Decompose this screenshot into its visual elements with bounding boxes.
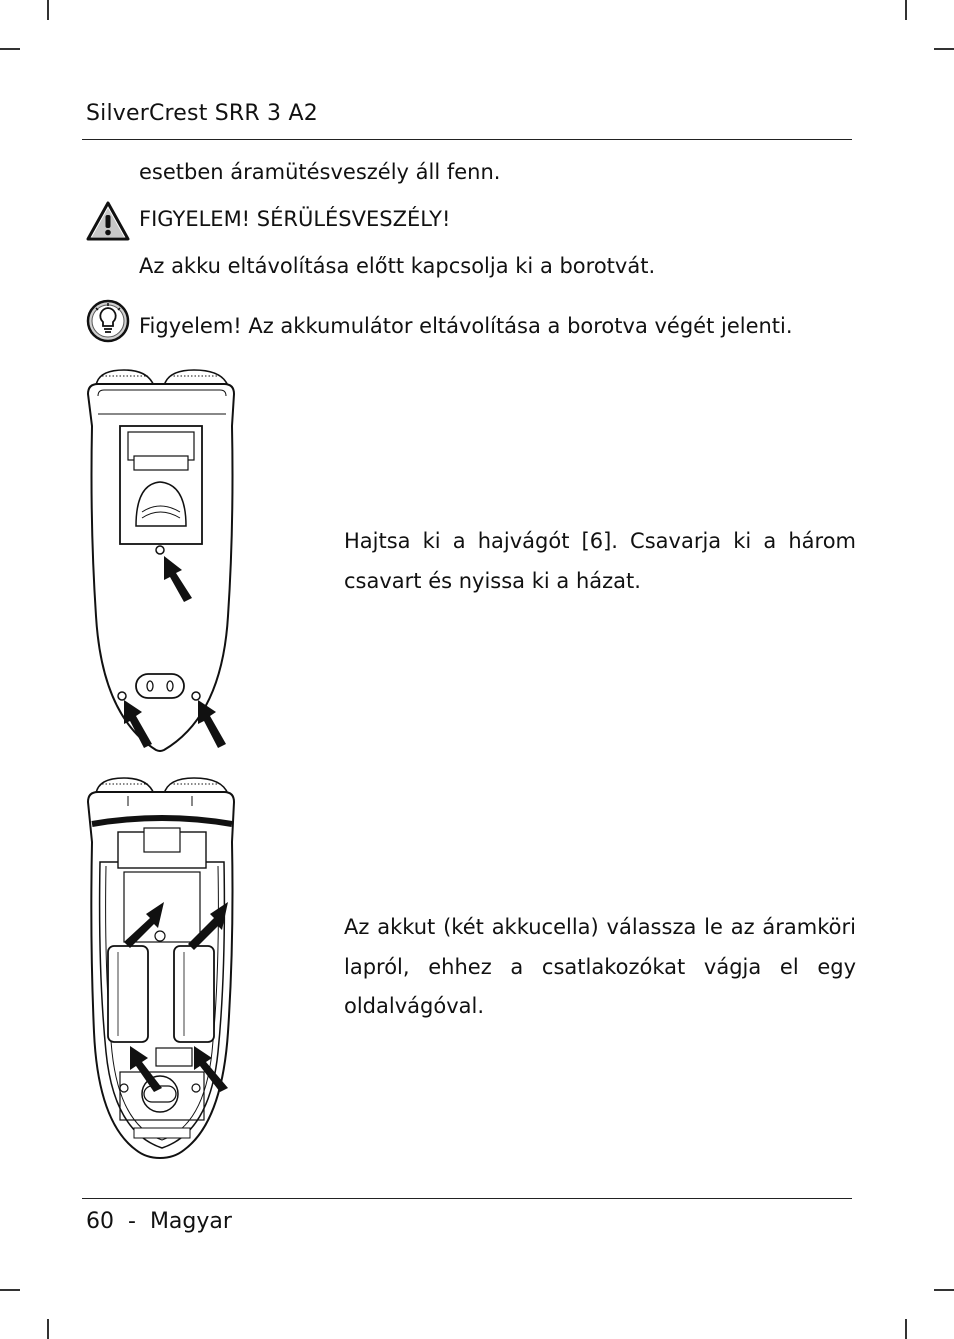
footer-section: Magyar [149, 1209, 232, 1234]
crop-mark [47, 1319, 49, 1339]
page-number: 60 [86, 1209, 114, 1234]
shaver-open-figure [84, 772, 240, 1160]
crop-mark [934, 48, 954, 50]
step-1-text: Hajtsa ki a hajvágót [6]. Csavarja ki a három csavart és nyissa ki a házat. [344, 529, 856, 593]
crop-mark [934, 1289, 954, 1291]
shaver-back-figure [84, 366, 240, 752]
warning-triangle-icon [85, 200, 131, 242]
crop-mark [905, 1319, 907, 1339]
page-footer [86, 1208, 232, 1236]
crop-mark [47, 0, 49, 20]
crop-mark [905, 0, 907, 20]
lightbulb-icon [85, 298, 131, 344]
warning-text: Az akku eltávolítása előtt kapcsolja ki a borotvát. [139, 254, 656, 278]
tip-text: Figyelem! Az akkumulátor eltávolítása a borotva végét jelenti. [139, 314, 793, 338]
continuation-text: esetben áramütésveszély áll fenn. [139, 160, 501, 184]
footer-rule [82, 1198, 852, 1199]
warning-heading: FIGYELEM! SÉRÜLÉSVESZÉLY! [139, 207, 451, 231]
crop-mark [0, 48, 20, 50]
header-rule [82, 139, 852, 140]
running-header: SilverCrest SRR 3 A2 [86, 101, 318, 126]
footer-separator: - [128, 1209, 136, 1234]
crop-mark [0, 1289, 20, 1291]
step-2-text: Az akkut (két akkucella) válassza le az áramköri lapról, ehhez a csatlakozókat vágja el egy oldalvágóval. [344, 915, 856, 1018]
